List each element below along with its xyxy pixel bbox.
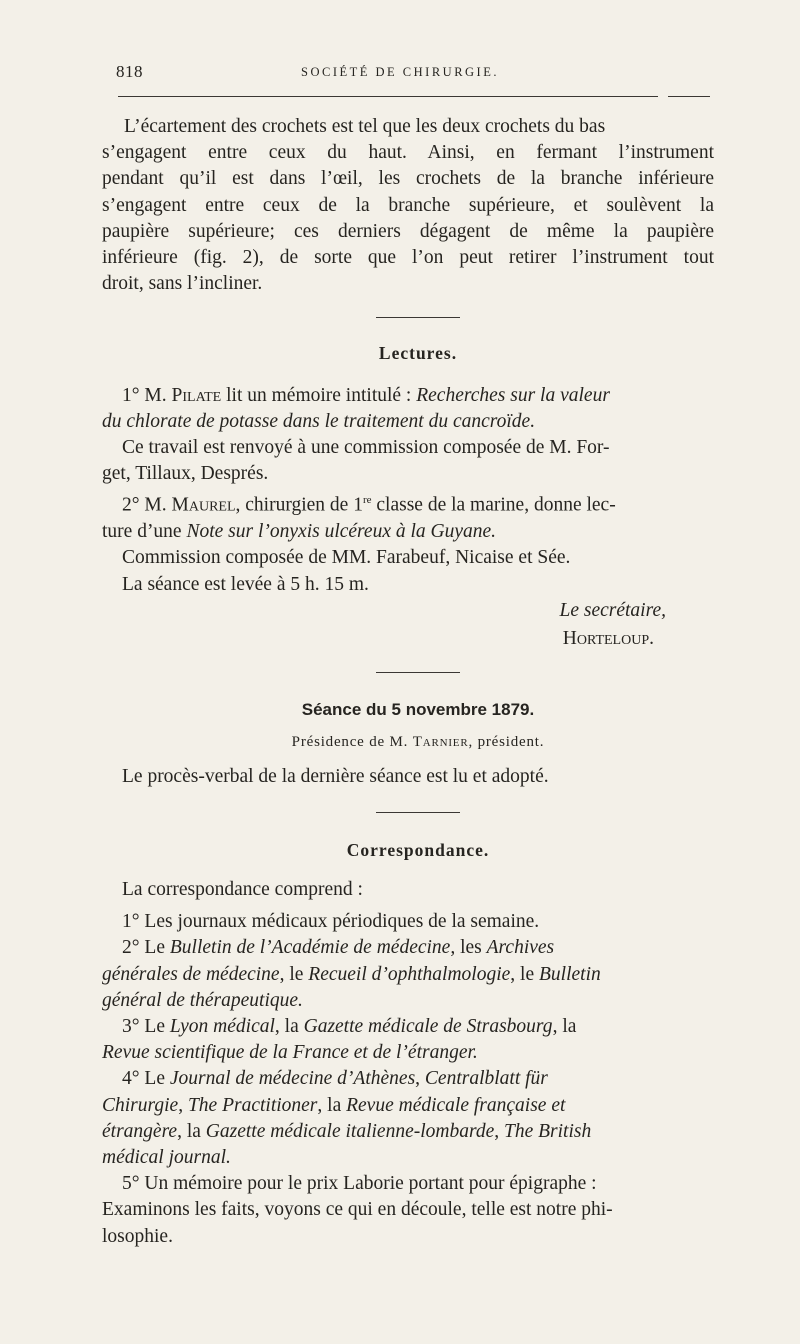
item-text: classe de la marine, donne lec- [371, 494, 616, 516]
presidence-text: Présidence de M. [291, 734, 413, 751]
publication-title: Recueil d’ophthalmologie [308, 963, 511, 985]
president-name: Tarnier [412, 734, 469, 751]
publication-title: Revue médicale française et [346, 1094, 566, 1116]
publication-title: médical journal. [102, 1147, 231, 1168]
lectures-heading: Lectures. [378, 343, 458, 364]
item-text: , [415, 1068, 425, 1090]
publication-title: The Practitioner [187, 1094, 318, 1116]
text-line: pendant qu’il est dans l’œil, les crochets de la branche inférieure [102, 168, 714, 190]
running-title: SOCIÉTÉ DE CHIRURGIE. [301, 65, 499, 79]
commission-line: Commission composée de MM. Farabeuf, Nicaise et Sée. [122, 547, 571, 569]
lectures-item-2 [102, 487, 714, 571]
closing-line: La séance est levée à 5 h. 15 m. [122, 573, 369, 595]
presidence-text: , président. [468, 734, 545, 751]
author-name: Maurel [171, 494, 236, 516]
page-number: 818 [116, 62, 143, 81]
publication-title: Revue scientifique de la France et de l’étranger. [102, 1042, 478, 1064]
item-text: lit un mémoire intitulé : [221, 384, 417, 406]
publication-title: générales de médecine [102, 963, 280, 985]
item-text: losophie. [102, 1225, 173, 1247]
text-line: L’écartement des crochets est tel que les deux crochets du bas [124, 116, 606, 137]
text-line: droit, sans l’incliner. [102, 273, 263, 295]
text-line: inférieure (fig. 2), de sorte que l’on peut retirer l’instrument tout [102, 247, 714, 269]
text-line: s’engagent entre ceux du haut. Ainsi, en fermant l’instrument [102, 142, 714, 164]
item-prefix: 2° M. [122, 494, 172, 516]
publication-title: Chirurgie [102, 1094, 179, 1116]
intro-paragraph [102, 114, 714, 297]
corr-item-4 [102, 1066, 714, 1171]
item-text: 3° Le [122, 1015, 170, 1037]
memoir-title: Recherches sur la valeur [416, 384, 610, 406]
seance-title: Séance du 5 novembre 1879. [301, 700, 535, 720]
section-divider [376, 672, 460, 673]
signature-name: Horteloup. [562, 627, 654, 649]
header-rule [118, 96, 658, 97]
header-rule-short [668, 96, 710, 97]
corr-item-2 [102, 935, 714, 1014]
text-line: paupière supérieure; ces derniers dégagent de même la paupière [102, 220, 714, 242]
item-text: les [455, 937, 487, 959]
correspondance-intro: La correspondance comprend : [122, 878, 363, 900]
correspondance-heading: Correspondance. [346, 839, 490, 860]
note-title: Note sur l’onyxis ulcéreux à la Guyane. [186, 521, 497, 543]
presidence-line [122, 729, 714, 755]
proces-verbal: Le procès-verbal de la dernière séance est lu et adopté. [122, 765, 549, 787]
running-header [0, 62, 800, 86]
publication-title: Journal de médecine d’Athènes [169, 1068, 416, 1090]
memoir-title-cont: du chlorate de potasse dans le traitement du cancroïde. [102, 410, 536, 432]
page-body [102, 114, 714, 1250]
corr-item-5 [102, 1171, 714, 1250]
item-text: 2° Le [122, 937, 170, 959]
item-text: , le [510, 963, 539, 985]
signature-role: Le secrétaire, [559, 599, 666, 621]
item-text: , chirurgien de 1 [235, 494, 363, 516]
lectures-item-1 [102, 383, 714, 488]
publication-title: Lyon médical [169, 1015, 275, 1037]
publication-title: Centralblatt für [424, 1068, 548, 1090]
publication-title: étrangère [102, 1120, 178, 1142]
item-text: , la [177, 1120, 206, 1142]
publication-title: The British [504, 1120, 592, 1142]
corr-item-1: 1° Les journaux médicaux périodiques de la semaine. [122, 911, 540, 933]
item-text: , la [552, 1015, 577, 1037]
item-text: , le [279, 963, 309, 985]
section-divider [376, 317, 460, 318]
item-text: , [494, 1120, 504, 1142]
text-line: s’engagent entre ceux de la branche supérieure, et soulèvent la [102, 194, 714, 216]
publication-title: Gazette médicale italienne-lombarde [205, 1120, 495, 1142]
item-text: 4° Le [122, 1068, 170, 1090]
item-prefix: 1° M. [122, 384, 172, 406]
publication-title: Bulletin [539, 963, 601, 985]
commission-line: get, Tillaux, Després. [102, 463, 269, 485]
commission-line: Ce travail est renvoyé à une commission composée de M. For- [122, 437, 610, 459]
item-text: 5° Un mémoire pour le prix Laborie portant pour épigraphe : [122, 1173, 597, 1195]
item-text: , [178, 1094, 188, 1116]
publication-title: général de thérapeutique. [102, 989, 303, 1011]
item-text: ture d’une [102, 521, 187, 543]
corr-item-3 [102, 1014, 714, 1066]
item-text: Examinons les faits, voyons ce qui en découle, telle est notre phi- [102, 1199, 613, 1221]
publication-title: Bulletin de l’Académie de médecine, [169, 937, 456, 959]
author-name: Pilate [171, 384, 222, 406]
publication-title: Archives [486, 937, 555, 959]
publication-title: Gazette médicale de Strasbourg [303, 1015, 553, 1037]
section-divider [376, 812, 460, 813]
item-text: , la [274, 1015, 304, 1037]
item-text: , la [317, 1094, 347, 1116]
ordinal-suffix: re [362, 494, 372, 507]
